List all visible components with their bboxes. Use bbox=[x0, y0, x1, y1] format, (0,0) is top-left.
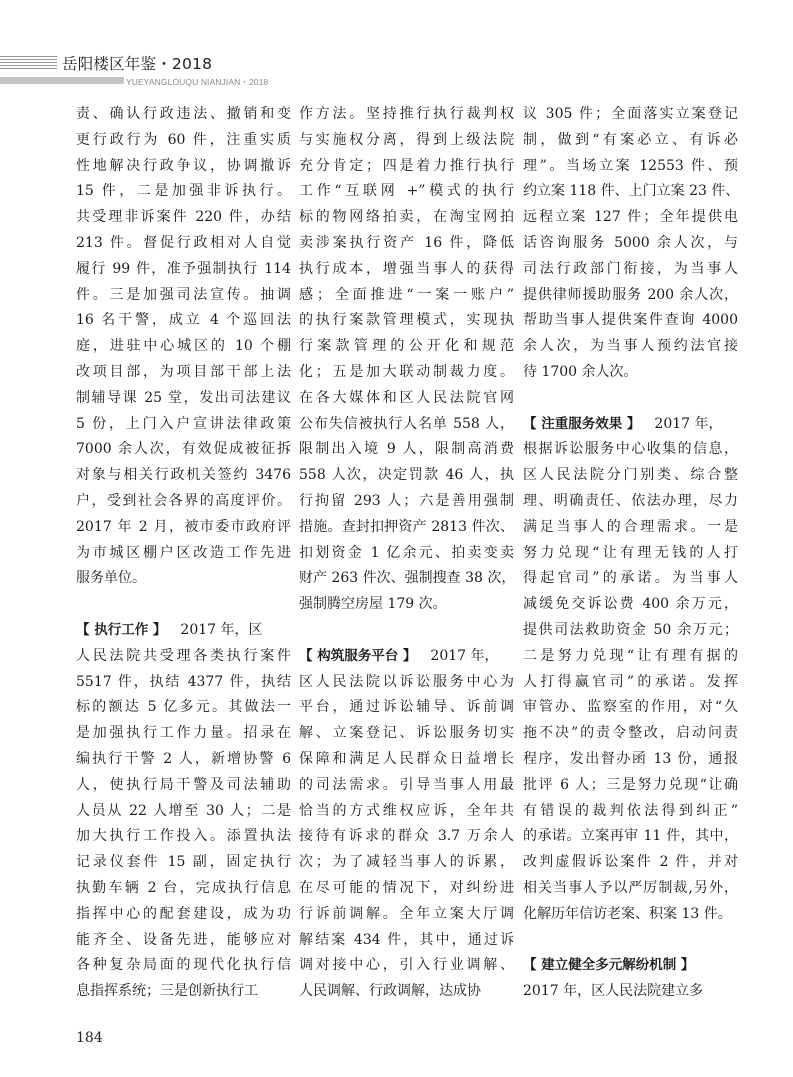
text-line: 制辅导课 25 堂，发出司法建议 bbox=[76, 389, 291, 406]
text-line: 共受理非诉案件 220 件，办结 bbox=[76, 209, 291, 226]
header-gray-bar bbox=[0, 77, 124, 84]
text-line: 司法行政部门衔接，为当事人 bbox=[523, 260, 738, 277]
text-line: 提供司法救助资金 50 余万元； bbox=[523, 621, 738, 638]
section-heading: 【 执行工作 】 bbox=[76, 621, 167, 638]
text-line: 指挥中心的配套建设，成为功 bbox=[76, 905, 291, 922]
text-line: 公布失信被执行人名单 558 人， bbox=[299, 415, 514, 432]
text-line: 加大执行工作投入。添置执法 bbox=[76, 828, 291, 845]
section-heading: 【 构筑服务平台 】 bbox=[299, 647, 417, 664]
text-line bbox=[523, 953, 738, 979]
paragraph-gap bbox=[523, 386, 738, 412]
paragraph bbox=[299, 102, 514, 618]
text-line: 记录仪套件 15 副，固定执行 bbox=[76, 854, 291, 871]
section-lead-text: 2017 年， bbox=[430, 647, 499, 664]
text-line: 2017 年 2 月，被市委市政府评 bbox=[76, 518, 291, 535]
text-line: 拖不决”的责令整改，启动问责 bbox=[523, 725, 738, 742]
text-line: 努力兑现“让有理无钱的人打 bbox=[523, 544, 738, 561]
text-line: 558 人次，决定罚款 46 人，执 bbox=[299, 467, 514, 484]
text-line: 批评 6 人；三是努力兑现“让确 bbox=[523, 776, 738, 793]
text-line: 2017 年，区人民法院建立多 bbox=[523, 983, 704, 1000]
text-line: 户，受到社会各界的高度评价。 bbox=[76, 492, 291, 509]
text-line: 平台，通过诉讼辅导、诉前调 bbox=[299, 699, 514, 716]
section-paragraph bbox=[523, 953, 738, 1005]
text-line: 执勤车辆 2 台，完成执行信息 bbox=[76, 879, 291, 896]
text-line: 卖涉案执行资产 16 件，降低 bbox=[299, 234, 514, 251]
text-line: 编执行干警 2 人，新增协警 6 bbox=[76, 750, 291, 767]
text-line: 行案款管理的公开化和规范 bbox=[299, 338, 514, 355]
paragraph bbox=[76, 102, 291, 592]
section-heading: 【 建立健全多元解纷机制 】 bbox=[523, 957, 695, 974]
text-line: 人，使执行局干警及司法辅助 bbox=[76, 776, 291, 793]
text-line: 待 1700 余人次。 bbox=[523, 363, 638, 380]
text-line: 在尽可能的情况下，对纠纷进 bbox=[299, 879, 514, 896]
text-line: 恰当的方式维权应诉，全年共 bbox=[299, 802, 514, 819]
paragraph bbox=[523, 102, 738, 386]
text-line bbox=[76, 618, 291, 644]
text-line: 提供律师援助服务 200 余人次， bbox=[523, 286, 738, 303]
text-line: 标的物网络拍卖，在淘宝网拍 bbox=[299, 209, 514, 226]
text-line: 审管办、监察室的作用，对“久 bbox=[523, 699, 738, 716]
text-line: 次；为了减轻当事人的诉累， bbox=[299, 854, 514, 871]
text-line: 感；全面推进“一案一账户” bbox=[299, 286, 514, 303]
text-line: 二是努力兑现“让有理有据的 bbox=[523, 647, 738, 664]
text-line: 减缓免交诉讼费 400 余万元， bbox=[523, 596, 738, 613]
column-2 bbox=[299, 102, 514, 1005]
text-line: 更行政行为 60 件，注重实质 bbox=[76, 131, 291, 148]
text-line: 帮助当事人提供案件查询 4000 bbox=[523, 312, 738, 329]
text-line: 息指挥系统；三是创新执行工 bbox=[76, 983, 258, 1000]
text-line: 区人民法院分门别类、综合整 bbox=[523, 467, 738, 484]
text-line: 工作“互联网 +”模式的执行 bbox=[299, 183, 514, 200]
text-line: 是加强执行工作力量。招录在 bbox=[76, 725, 291, 742]
text-line: 区人民法院以诉讼服务中心为 bbox=[299, 673, 514, 690]
text-line: 充分肯定；四是着力推行执行 bbox=[299, 157, 514, 174]
text-line: 根据诉讼服务中心收集的信息， bbox=[523, 441, 738, 458]
text-line: 强制腾空房屋 179 次。 bbox=[299, 596, 447, 613]
text-line: 接待有诉求的群众 3.7 万余人 bbox=[299, 828, 514, 845]
column-1 bbox=[76, 102, 291, 1005]
text-line: 化解历年信访老案、积案 13 件。 bbox=[523, 905, 732, 922]
text-line: 7000 余人次，有效促成被征拆 bbox=[76, 441, 291, 458]
text-line: 理”。当场立案 12553 件、预 bbox=[523, 157, 738, 174]
text-line: 保障和满足人民群众日益增长 bbox=[299, 750, 514, 767]
section-paragraph bbox=[299, 644, 514, 1005]
text-line: 行拘留 293 人；六是善用强制 bbox=[299, 492, 514, 509]
text-line: 作方法。坚持推行执行裁判权 bbox=[299, 106, 514, 122]
header-subtitle: YUEYANGLOUQU NIANJIAN・2018 bbox=[126, 77, 269, 87]
section-paragraph bbox=[523, 412, 738, 928]
text-line: 议 305 件；全面落实立案登记 bbox=[523, 106, 738, 122]
text-line: 财产 263 件次、强制搜查 38 次， bbox=[299, 570, 516, 587]
text-line: 与实施权分离，得到上级法院 bbox=[299, 131, 514, 148]
text-line: 扣划资金 1 亿余元、拍卖变卖 bbox=[299, 544, 514, 561]
text-line: 有错误的裁判依法得到纠正” bbox=[523, 802, 738, 819]
text-line: 约立案 118 件、上门立案 23 件、 bbox=[523, 183, 740, 200]
text-line: 庭，进驻中心城区的 10 个棚 bbox=[76, 338, 291, 355]
paragraph-gap bbox=[299, 618, 514, 644]
text-line: 解、立案登记、诉讼服务切实 bbox=[299, 725, 514, 742]
text-line: 为市城区棚户区改造工作先进 bbox=[76, 544, 291, 561]
text-line: 行诉前调解。全年立案大厅调 bbox=[299, 905, 514, 922]
section-lead-text: 2017 年，区 bbox=[180, 621, 263, 638]
text-line: 制，做到“有案必立、有诉必 bbox=[523, 131, 738, 148]
text-line: 改项目部，为项目部干部上法 bbox=[76, 363, 291, 380]
text-line: 5 份，上门入户宣讲法律政策 bbox=[76, 415, 291, 432]
text-line: 服务单位。 bbox=[76, 570, 146, 587]
text-line: 限制出入境 9 人，限制高消费 bbox=[299, 441, 514, 458]
page-number: 184 bbox=[76, 1030, 103, 1046]
text-line bbox=[523, 412, 738, 438]
text-line: 人民法院共受理各类执行案件 bbox=[76, 647, 291, 664]
paragraph-gap bbox=[523, 928, 738, 954]
text-line: 话咨询服务 5000 余人次，与 bbox=[523, 234, 738, 251]
text-line: 在各大媒体和区人民法院官网 bbox=[299, 389, 514, 406]
text-line: 性地解决行政争议，协调撤诉 bbox=[76, 157, 291, 174]
text-line: 的承诺。立案再审 11 件，其中， bbox=[523, 828, 738, 845]
text-line: 标的额达 5 亿多元。其做法一 bbox=[76, 699, 291, 716]
text-line: 的司法需求。引导当事人用最 bbox=[299, 776, 514, 793]
text-line: 改判虚假诉讼案件 2 件，并对 bbox=[523, 854, 738, 871]
header-title: 岳阳楼区年鉴・2018 bbox=[62, 55, 213, 73]
text-line: 人员从 22 人增至 30 人；二是 bbox=[76, 802, 291, 819]
text-line: 执行成本，增强当事人的获得 bbox=[299, 260, 514, 277]
text-line: 履行 99 件，准予强制执行 114 bbox=[76, 260, 291, 277]
text-line: 对象与相关行政机关签约 3476 bbox=[76, 467, 291, 484]
text-line: 各种复杂局面的现代化执行信 bbox=[76, 957, 291, 974]
text-line: 解结案 434 件，其中，通过诉 bbox=[299, 931, 514, 948]
text-line bbox=[299, 644, 514, 670]
text-line: 15 件，二是加强非诉执行。 bbox=[76, 183, 291, 200]
paragraph-gap bbox=[76, 592, 291, 618]
text-line: 化；五是加大联动制裁力度。 bbox=[299, 363, 514, 380]
text-line: 得起官司”的承诺。为当事人 bbox=[523, 570, 738, 587]
text-line: 5517 件，执结 4377 件，执结 bbox=[76, 673, 291, 690]
text-line: 远程立案 127 件；全年提供电 bbox=[523, 209, 738, 226]
text-line: 理、明确责任、依法办理，尽力 bbox=[523, 492, 738, 509]
section-paragraph bbox=[76, 618, 291, 1005]
text-line: 人民调解、行政调解，达成协 bbox=[299, 983, 481, 1000]
column-3 bbox=[523, 102, 738, 1005]
text-line: 相关当事人予以严厉制裁,另外， bbox=[523, 879, 738, 896]
text-line: 满足当事人的合理需求。一是 bbox=[523, 518, 738, 535]
text-line: 程序，发出督办函 13 份，通报 bbox=[523, 750, 738, 767]
running-header bbox=[0, 52, 400, 92]
text-line: 件。三是加强司法宣传。抽调 bbox=[76, 286, 291, 303]
text-line: 16 名干警，成立 4 个巡回法 bbox=[76, 312, 291, 329]
text-line: 的执行案款管理模式，实现执 bbox=[299, 312, 514, 329]
text-line: 人打得赢官司”的承诺。发挥 bbox=[523, 673, 738, 690]
text-line: 能齐全、设备先进，能够应对 bbox=[76, 931, 291, 948]
text-line: 措施。查封扣押资产 2813 件次、 bbox=[299, 518, 514, 535]
text-line: 余人次，为当事人预约法官接 bbox=[523, 338, 738, 355]
text-line: 调对接中心，引入行业调解、 bbox=[299, 957, 514, 974]
text-line: 213 件。督促行政相对人自觉 bbox=[76, 234, 291, 251]
header-stripes-decoration bbox=[0, 56, 57, 72]
section-heading: 【 注重服务效果 】 bbox=[523, 415, 641, 432]
text-line: 责、确认行政违法、撤销和变 bbox=[76, 106, 291, 122]
section-lead-text: 2017 年， bbox=[654, 415, 723, 432]
